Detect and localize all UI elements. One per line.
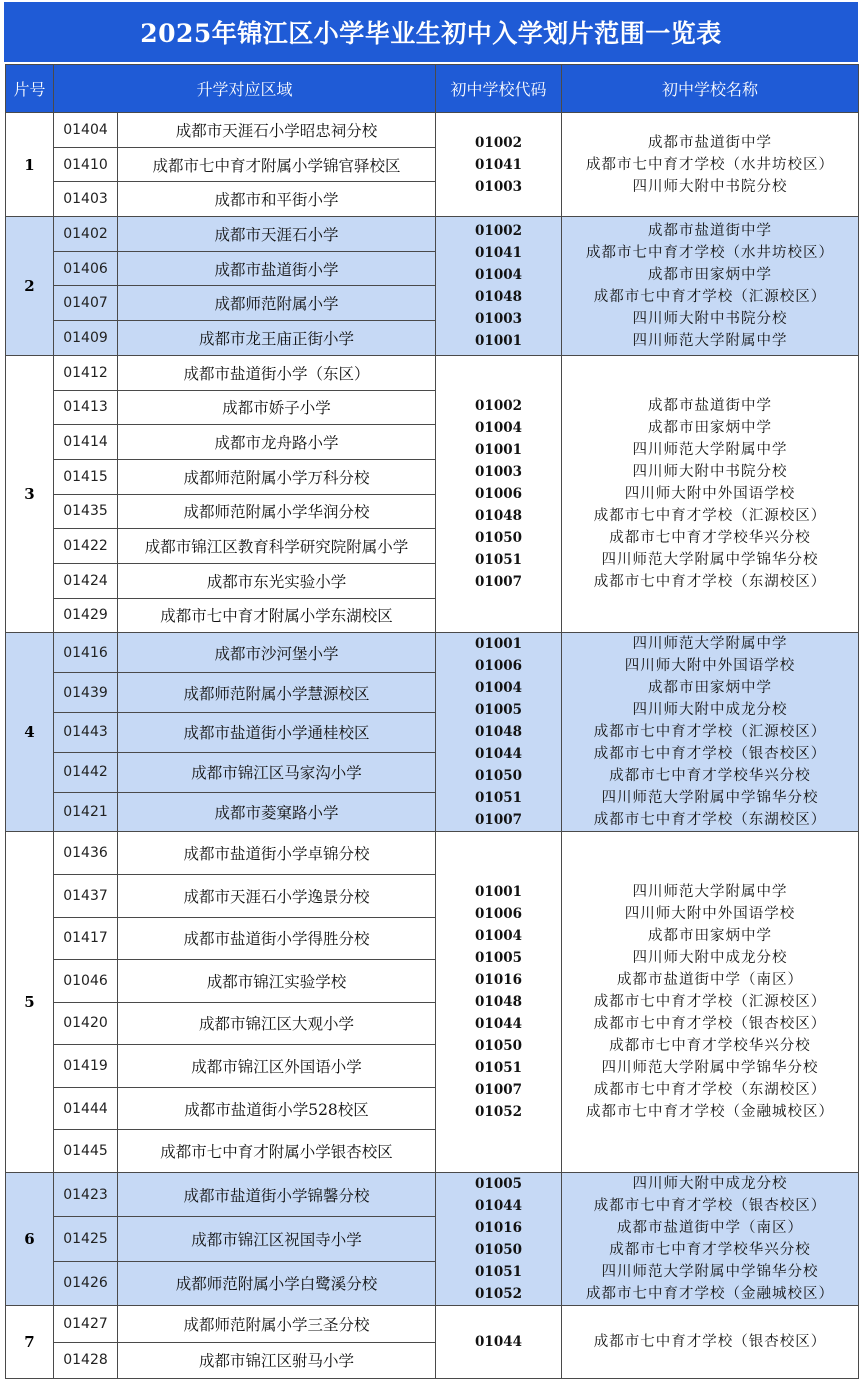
primary-school-code: 01412 — [54, 355, 118, 390]
middle-school-names — [562, 217, 859, 356]
middle-school-code: 01005 — [475, 702, 522, 719]
middle-school-name: 成都市七中育才学校（银杏校区） — [593, 746, 827, 763]
header-middle-code: 初中学校代码 — [436, 65, 562, 113]
primary-school-code: 01414 — [54, 425, 118, 460]
middle-school-names — [562, 1306, 859, 1379]
middle-school-code: 01051 — [475, 1060, 522, 1077]
primary-school-name: 成都市锦江区驸马小学 — [118, 1342, 436, 1379]
middle-school-name: 成都市七中育才学校（汇源校区） — [593, 508, 827, 525]
middle-school-code: 01003 — [475, 310, 522, 327]
primary-school-code: 01424 — [54, 563, 118, 598]
primary-school-code: 01444 — [54, 1087, 118, 1130]
middle-school-code: 01006 — [475, 486, 522, 503]
primary-school-name: 成都市天涯石小学昭忠祠分校 — [118, 113, 436, 148]
middle-school-code: 01002 — [475, 134, 522, 151]
primary-school-name: 成都市和平街小学 — [118, 182, 436, 217]
zone-number: 3 — [6, 355, 54, 633]
table-row — [6, 217, 859, 252]
table-row — [6, 1173, 859, 1217]
primary-school-name: 成都市龙王庙正街小学 — [118, 321, 436, 356]
primary-school-code: 01436 — [54, 832, 118, 875]
middle-school-name: 四川师大附中外国语学校 — [624, 486, 796, 503]
middle-school-code: 01002 — [475, 222, 522, 239]
table-row — [6, 1306, 859, 1343]
middle-school-code: 01001 — [475, 442, 522, 459]
primary-school-name: 成都市天涯石小学逸景分校 — [118, 874, 436, 917]
middle-school-code: 01052 — [475, 1286, 522, 1303]
middle-school-name: 四川师范大学附属中学 — [632, 332, 788, 349]
middle-school-code: 01016 — [475, 972, 522, 989]
primary-school-code: 01416 — [54, 633, 118, 673]
middle-school-name: 成都市田家炳中学 — [648, 680, 773, 697]
middle-school-code: 01048 — [475, 724, 522, 741]
primary-school-name: 成都市盐道街小学卓锦分校 — [118, 832, 436, 875]
primary-school-code: 01415 — [54, 459, 118, 494]
middle-school-name: 成都市七中育才学校华兴分校 — [609, 1242, 811, 1259]
middle-school-code: 01044 — [475, 1334, 522, 1351]
middle-school-code: 01006 — [475, 658, 522, 675]
zone-number: 2 — [6, 217, 54, 356]
primary-school-code: 01442 — [54, 752, 118, 792]
middle-school-name: 成都市七中育才学校（水井坊校区） — [586, 244, 835, 261]
middle-school-name: 四川师大附中书院分校 — [632, 310, 788, 327]
middle-school-code: 01001 — [475, 332, 522, 349]
middle-school-codes — [436, 1306, 562, 1379]
middle-school-codes — [436, 1173, 562, 1306]
middle-school-codes — [436, 633, 562, 832]
middle-school-names — [562, 832, 859, 1173]
primary-school-code: 01419 — [54, 1045, 118, 1088]
primary-school-code: 01423 — [54, 1173, 118, 1217]
middle-school-name: 四川师大附中成龙分校 — [632, 1176, 788, 1193]
primary-school-code: 01407 — [54, 286, 118, 321]
primary-school-code: 01410 — [54, 147, 118, 182]
middle-school-code: 01004 — [475, 680, 522, 697]
middle-school-code: 01044 — [475, 1198, 522, 1215]
page-title: 2025年锦江区小学毕业生初中入学划片范围一览表 — [4, 2, 858, 62]
middle-school-name: 四川师范大学附属中学锦华分校 — [601, 1264, 819, 1281]
middle-school-name: 成都市盐道街中学（南区） — [617, 1220, 804, 1237]
zone-number: 7 — [6, 1306, 54, 1379]
primary-school-code: 01421 — [54, 792, 118, 832]
primary-school-code: 01443 — [54, 712, 118, 752]
middle-school-code: 01050 — [475, 768, 522, 785]
primary-school-code: 01426 — [54, 1261, 118, 1305]
primary-school-name: 成都市锦江区马家沟小学 — [118, 752, 436, 792]
primary-school-code: 01046 — [54, 960, 118, 1003]
middle-school-name: 成都市七中育才学校（东湖校区） — [593, 1082, 827, 1099]
primary-school-name: 成都市锦江实验学校 — [118, 960, 436, 1003]
middle-school-code: 01002 — [475, 398, 522, 415]
middle-school-name: 四川师大附中外国语学校 — [624, 906, 796, 923]
middle-school-name: 四川师范大学附属中学 — [632, 884, 788, 901]
primary-school-code: 01425 — [54, 1217, 118, 1261]
primary-school-name: 成都市七中育才附属小学银杏校区 — [118, 1130, 436, 1173]
middle-school-code: 01007 — [475, 1082, 522, 1099]
primary-school-code: 01420 — [54, 1002, 118, 1045]
middle-school-code: 01050 — [475, 1242, 522, 1259]
primary-school-name: 成都市七中育才附属小学锦官驿校区 — [118, 147, 436, 182]
primary-school-name: 成都市锦江区祝国寺小学 — [118, 1217, 436, 1261]
middle-school-code: 01041 — [475, 156, 522, 173]
middle-school-name: 成都市盐道街中学 — [648, 134, 773, 151]
middle-school-name: 成都市七中育才学校华兴分校 — [609, 768, 811, 785]
middle-school-code: 01004 — [475, 266, 522, 283]
primary-school-name: 成都市盐道街小学锦馨分校 — [118, 1173, 436, 1217]
primary-school-code: 01417 — [54, 917, 118, 960]
middle-school-name: 成都市七中育才学校（汇源校区） — [593, 288, 827, 305]
table-body — [6, 113, 859, 1379]
middle-school-names — [562, 113, 859, 217]
primary-school-code: 01422 — [54, 529, 118, 564]
middle-school-name: 四川师大附中成龙分校 — [632, 950, 788, 967]
middle-school-name: 四川师范大学附属中学 — [632, 636, 788, 653]
primary-school-name: 成都市天涯石小学 — [118, 217, 436, 252]
zone-number: 4 — [6, 633, 54, 832]
middle-school-names — [562, 355, 859, 633]
primary-school-code: 01427 — [54, 1306, 118, 1343]
primary-school-name: 成都市娇子小学 — [118, 390, 436, 425]
primary-school-name: 成都师范附属小学慧源校区 — [118, 673, 436, 713]
middle-school-codes — [436, 832, 562, 1173]
primary-school-name: 成都师范附属小学万科分校 — [118, 459, 436, 494]
middle-school-name: 四川师大附中成龙分校 — [632, 702, 788, 719]
primary-school-code: 01403 — [54, 182, 118, 217]
middle-school-code: 01016 — [475, 1220, 522, 1237]
middle-school-name: 成都市田家炳中学 — [648, 928, 773, 945]
primary-school-name: 成都市盐道街小学 — [118, 251, 436, 286]
middle-school-name: 成都市盐道街中学 — [648, 222, 773, 239]
zone-number: 6 — [6, 1173, 54, 1306]
middle-school-name: 四川师范大学附属中学锦华分校 — [601, 790, 819, 807]
middle-school-code: 01003 — [475, 178, 522, 195]
header-primary-area: 升学对应区域 — [54, 65, 436, 113]
middle-school-name: 成都市七中育才学校（金融城校区） — [586, 1104, 835, 1121]
middle-school-code: 01007 — [475, 574, 522, 591]
primary-school-name: 成都市沙河堡小学 — [118, 633, 436, 673]
middle-school-name: 成都市七中育才学校（银杏校区） — [593, 1334, 827, 1351]
middle-school-name: 四川师大附中书院分校 — [632, 178, 788, 195]
primary-school-name: 成都师范附属小学 — [118, 286, 436, 321]
middle-school-code: 01001 — [475, 636, 522, 653]
header-zone-no: 片号 — [6, 65, 54, 113]
middle-school-name: 成都市七中育才学校华兴分校 — [609, 530, 811, 547]
primary-school-code: 01406 — [54, 251, 118, 286]
table-row — [6, 832, 859, 875]
middle-school-codes — [436, 355, 562, 633]
primary-school-code: 01435 — [54, 494, 118, 529]
middle-school-code: 01001 — [475, 884, 522, 901]
middle-school-code: 01044 — [475, 1016, 522, 1033]
middle-school-code: 01051 — [475, 1264, 522, 1281]
middle-school-name: 成都市七中育才学校（东湖校区） — [593, 574, 827, 591]
middle-school-name: 成都市盐道街中学 — [648, 398, 773, 415]
primary-school-name: 成都市锦江区大观小学 — [118, 1002, 436, 1045]
primary-school-name: 成都市盐道街小学（东区） — [118, 355, 436, 390]
primary-school-name: 成都师范附属小学华润分校 — [118, 494, 436, 529]
table-row — [6, 113, 859, 148]
middle-school-code: 01006 — [475, 906, 522, 923]
middle-school-code: 01044 — [475, 746, 522, 763]
middle-school-code: 01052 — [475, 1104, 522, 1121]
primary-school-name: 成都市七中育才附属小学东湖校区 — [118, 598, 436, 633]
middle-school-name: 成都市田家炳中学 — [648, 266, 773, 283]
primary-school-name: 成都市锦江区外国语小学 — [118, 1045, 436, 1088]
middle-school-name: 四川师范大学附属中学锦华分校 — [601, 1060, 819, 1077]
primary-school-name: 成都市盐道街小学通桂校区 — [118, 712, 436, 752]
middle-school-code: 01004 — [475, 928, 522, 945]
primary-school-code: 01429 — [54, 598, 118, 633]
primary-school-name: 成都市盐道街小学得胜分校 — [118, 917, 436, 960]
middle-school-names — [562, 633, 859, 832]
middle-school-code: 01048 — [475, 288, 522, 305]
middle-school-code: 01048 — [475, 508, 522, 525]
middle-school-codes — [436, 113, 562, 217]
primary-school-name: 成都市东光实验小学 — [118, 563, 436, 598]
header-middle-name: 初中学校名称 — [562, 65, 859, 113]
middle-school-code: 01041 — [475, 244, 522, 261]
primary-school-code: 01428 — [54, 1342, 118, 1379]
middle-school-codes — [436, 217, 562, 356]
primary-school-code: 01439 — [54, 673, 118, 713]
middle-school-name: 成都市七中育才学校（汇源校区） — [593, 724, 827, 741]
middle-school-code: 01004 — [475, 420, 522, 437]
middle-school-code: 01048 — [475, 994, 522, 1011]
middle-school-name: 成都市七中育才学校（金融城校区） — [586, 1286, 835, 1303]
middle-school-code: 01005 — [475, 950, 522, 967]
primary-school-name: 成都师范附属小学三圣分校 — [118, 1306, 436, 1343]
middle-school-code: 01007 — [475, 812, 522, 829]
middle-school-name: 成都市七中育才学校（汇源校区） — [593, 994, 827, 1011]
middle-school-name: 四川师范大学附属中学锦华分校 — [601, 552, 819, 569]
middle-school-names — [562, 1173, 859, 1306]
middle-school-name: 成都市田家炳中学 — [648, 420, 773, 437]
middle-school-code: 01051 — [475, 552, 522, 569]
middle-school-code: 01051 — [475, 790, 522, 807]
middle-school-name: 四川师范大学附属中学 — [632, 442, 788, 459]
primary-school-name: 成都市龙舟路小学 — [118, 425, 436, 460]
table-row — [6, 355, 859, 390]
middle-school-name: 四川师大附中外国语学校 — [624, 658, 796, 675]
middle-school-name: 成都市七中育才学校（水井坊校区） — [586, 156, 835, 173]
middle-school-code: 01005 — [475, 1176, 522, 1193]
primary-school-name: 成都市锦江区教育科学研究院附属小学 — [118, 529, 436, 564]
primary-school-code: 01409 — [54, 321, 118, 356]
middle-school-name: 成都市七中育才学校（银杏校区） — [593, 1198, 827, 1215]
primary-school-code: 01445 — [54, 1130, 118, 1173]
primary-school-code: 01404 — [54, 113, 118, 148]
middle-school-name: 成都市盐道街中学（南区） — [617, 972, 804, 989]
primary-school-code: 01413 — [54, 390, 118, 425]
middle-school-name: 成都市七中育才学校（银杏校区） — [593, 1016, 827, 1033]
primary-school-name: 成都师范附属小学白鹭溪分校 — [118, 1261, 436, 1305]
primary-school-code: 01437 — [54, 874, 118, 917]
primary-school-name: 成都市菱窠路小学 — [118, 792, 436, 832]
primary-school-code: 01402 — [54, 217, 118, 252]
zone-number: 1 — [6, 113, 54, 217]
middle-school-code: 01050 — [475, 530, 522, 547]
middle-school-name: 成都市七中育才学校（东湖校区） — [593, 812, 827, 829]
zone-number: 5 — [6, 832, 54, 1173]
zoning-table — [5, 64, 859, 1379]
middle-school-code: 01003 — [475, 464, 522, 481]
middle-school-name: 成都市七中育才学校华兴分校 — [609, 1038, 811, 1055]
primary-school-name: 成都市盐道街小学528校区 — [118, 1087, 436, 1130]
table-header-row — [6, 65, 859, 113]
table-row — [6, 633, 859, 673]
middle-school-code: 01050 — [475, 1038, 522, 1055]
middle-school-name: 四川师大附中书院分校 — [632, 464, 788, 481]
